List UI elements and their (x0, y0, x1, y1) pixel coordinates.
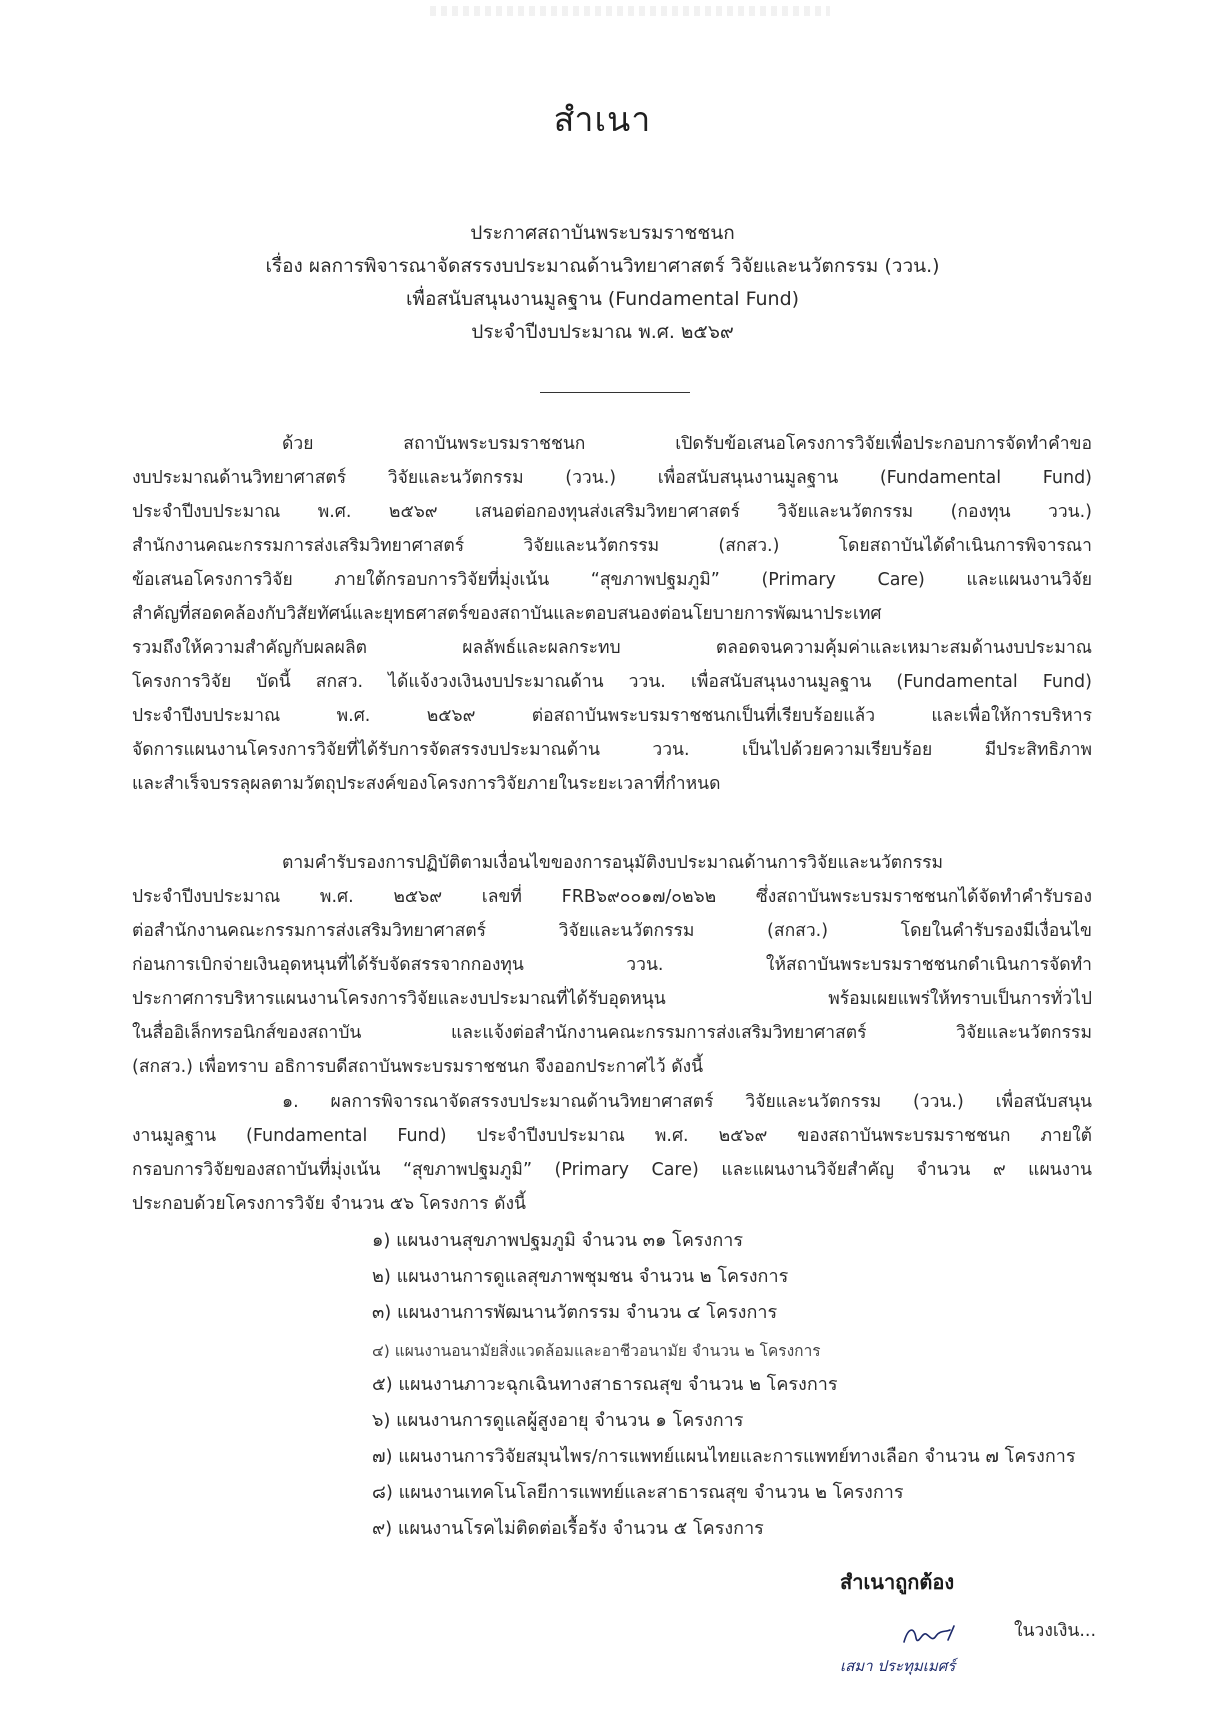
text-line: (สกสว.) เพื่อทราบ อธิการบดีสถาบันพระบรมราชชนก จึงออกประกาศไว้ ดังนี้ (132, 1057, 704, 1077)
scan-artifact (430, 6, 830, 16)
text-line: สำนักงานคณะกรรมการส่งเสริมวิทยาศาสตร์ วิจัยและนวัตกรรม (สกสว.) โดยสถาบันได้ดำเนินการพิจารณา (132, 536, 1092, 556)
text-line: งบประมาณด้านวิทยาศาสตร์ วิจัยและนวัตกรรม (ววน.) เพื่อสนับสนุนงานมูลฐาน (Fundamental Fund) (132, 468, 1092, 488)
text-line: รวมถึงให้ความสำคัญกับผลผลิต ผลลัพธ์และผลกระทบ ตลอดจนความคุ้มค่าและเหมาะสมด้านงบประมาณ (132, 638, 1092, 658)
list-item: ๙) แผนงานโรคไม่ติดต่อเรื้อรัง จำนวน ๕ โครงการ (372, 1518, 764, 1539)
text-line: ประกอบด้วยโครงการวิจัย จำนวน ๕๖ โครงการ ดังนี้ (132, 1194, 526, 1214)
heading-line: เรื่อง ผลการพิจารณาจัดสรรงบประมาณด้านวิทยาศาสตร์ วิจัยและนวัตกรรม (ววน.) (265, 255, 940, 277)
list-item: ๓) แผนงานการพัฒนานวัตกรรม จำนวน ๔ โครงการ (372, 1302, 778, 1323)
copy-mark: สำเนา (553, 100, 652, 140)
text-line: จัดการแผนงานโครงการวิจัยที่ได้รับการจัดสรรงบประมาณด้าน ววน. เป็นไปด้วยความเรียบร้อย มีประสิทธิภาพ (132, 740, 1092, 760)
list-item: ๒) แผนงานการดูแลสุขภาพชุมชน จำนวน ๒ โครงการ (372, 1266, 789, 1287)
text-line: ประกาศการบริหารแผนงานโครงการวิจัยและงบประมาณที่ได้รับอุดหนุน พร้อมเผยแพร่ให้ทราบเป็นการทั่วไป (132, 989, 1092, 1009)
list-item: ๔) แผนงานอนามัยสิ่งแวดล้อมและอาชีวอนามัย จำนวน ๒ โครงการ (372, 1342, 821, 1360)
text-line: ด้วย สถาบันพระบรมราชชนก เปิดรับข้อเสนอโครงการวิจัยเพื่อประกอบการจัดทำคำขอ (282, 434, 1092, 454)
heading-line: ประจำปีงบประมาณ พ.ศ. ๒๕๖๙ (471, 321, 734, 343)
announcement-heading (0, 217, 1205, 349)
text-line: ต่อสำนักงานคณะกรรมการส่งเสริมวิทยาศาสตร์ วิจัยและนวัตกรรม (สกสว.) โดยในคำรับรองมีเงื่อนไข (132, 921, 1092, 941)
text-line: ตามคำรับรองการปฏิบัติตามเงื่อนไขของการอนุมัติงบประมาณด้านการวิจัยและนวัตกรรม (282, 853, 944, 873)
signature-mark (900, 1618, 960, 1652)
text-line: งานมูลฐาน (Fundamental Fund) ประจำปีงบประมาณ พ.ศ. ๒๕๖๙ ของสถาบันพระบรมราชชนก ภายใต้ (132, 1126, 1092, 1146)
certified-copy-stamp: สำเนาถูกต้อง (840, 1570, 955, 1594)
list-item: ๘) แผนงานเทคโนโลยีการแพทย์และสาธารณสุข จำนวน ๒ โครงการ (372, 1482, 904, 1503)
text-line: ในสื่ออิเล็กทรอนิกส์ของสถาบัน และแจ้งต่อสำนักงานคณะกรรมการส่งเสริมวิทยาศาสตร์ วิจัยและนวัตกรรม (132, 1023, 1092, 1043)
text-line: สำคัญที่สอดคล้องกับวิสัยทัศน์และยุทธศาสตร์ของสถาบันและตอบสนองต่อนโยบายการพัฒนาประเทศ (132, 604, 882, 624)
heading-line: ประกาศสถาบันพระบรมราชชนก (470, 222, 735, 244)
list-item: ๖) แผนงานการดูแลผู้สูงอายุ จำนวน ๑ โครงการ (372, 1410, 744, 1431)
text-line: โครงการวิจัย บัดนี้ สกสว. ได้แจ้งวงเงินงบประมาณด้าน ววน. เพื่อสนับสนุนงานมูลฐาน (Fundamental Fund) (132, 672, 1092, 692)
text-line: ก่อนการเบิกจ่ายเงินอุดหนุนที่ได้รับจัดสรรจากกองทุน ววน. ให้สถาบันพระบรมราชชนกดำเนินการจัดทำ (132, 955, 1092, 975)
text-line: ประจำปีงบประมาณ พ.ศ. ๒๕๖๙ ต่อสถาบันพระบรมราชชนกเป็นที่เรียบร้อยแล้ว และเพื่อให้การบริหาร (132, 706, 1092, 726)
text-line: ข้อเสนอโครงการวิจัย ภายใต้กรอบการวิจัยที่มุ่งเน้น “สุขภาพปฐมภูมิ” (Primary Care) และแผนงานวิจัย (132, 570, 1092, 590)
text-line: กรอบการวิจัยของสถาบันที่มุ่งเน้น “สุขภาพปฐมภูมิ” (Primary Care) และแผนงานวิจัยสำคัญ จำนวน ๙ แผนงาน (132, 1160, 1092, 1180)
text-line: ประจำปีงบประมาณ พ.ศ. ๒๕๖๙ เสนอต่อกองทุนส่งเสริมวิทยาศาสตร์ วิจัยและนวัตกรรม (กองทุน ววน.) (132, 502, 1092, 522)
signer-name: เสมา ประทุมเมศร์ (840, 1657, 956, 1675)
heading-line: เพื่อสนับสนุนงานมูลฐาน (Fundamental Fund) (405, 288, 800, 310)
list-item: ๕) แผนงานภาวะฉุกเฉินทางสาธารณสุข จำนวน ๒ โครงการ (372, 1374, 838, 1395)
list-item: ๗) แผนงานการวิจัยสมุนไพร/การแพทย์แผนไทยและการแพทย์ทางเลือก จำนวน ๗ โครงการ (372, 1446, 1076, 1467)
text-line: และสำเร็จบรรลุผลตามวัตถุประสงค์ของโครงการวิจัยภายในระยะเวลาที่กำหนด (132, 774, 721, 794)
continued-marker: ในวงเงิน... (1014, 1621, 1097, 1641)
list-item: ๑) แผนงานสุขภาพปฐมภูมิ จำนวน ๓๑ โครงการ (372, 1230, 744, 1251)
text-line: ประจำปีงบประมาณ พ.ศ. ๒๕๖๙ เลขที่ FRB๖๙๐๐๑๗/๐๒๖๒ ซึ่งสถาบันพระบรมราชชนกได้จัดทำคำรับรอง (132, 887, 1092, 907)
text-line: ๑. ผลการพิจารณาจัดสรรงบประมาณด้านวิทยาศาสตร์ วิจัยและนวัตกรรม (ววน.) เพื่อสนับสนุน (282, 1092, 1092, 1112)
heading-divider (540, 392, 690, 393)
